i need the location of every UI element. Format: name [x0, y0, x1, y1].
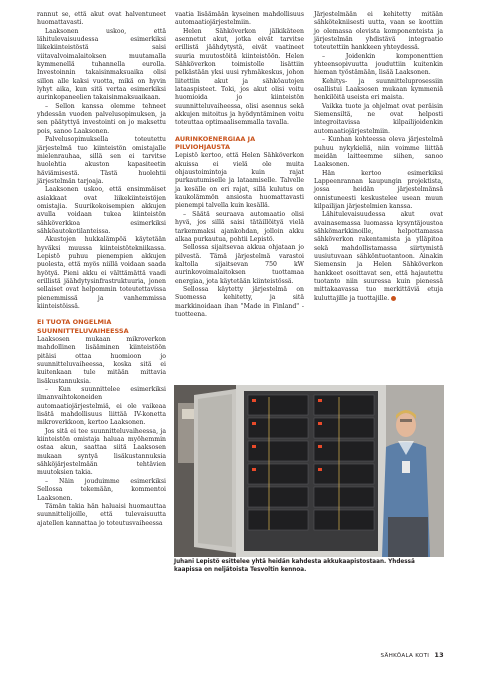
paragraph: vaatia lisäämään kyseinen mahdollisuus automaatiojärjestelmiin. [175, 11, 304, 27]
paragraph: – Kun suunnittelee esimerkiksi ilmanvaihtokoneiden automaatiojärjestelmiä, ei ole vaikeaa lisätä mahdollisuus liittää IV-konetta mikroverkkoon, kertoo Laaksonen. [37, 386, 166, 427]
article-photo [174, 385, 444, 557]
paragraph: – Sellon kanssa olemme tehneet yhdessän vuoden palvelusopimuksen, ja sen päätyttyä investointi on jo maksettu pois, sanoo Laaksonen. [37, 102, 166, 135]
paragraph-text: Lähitulevaisuudessa akut ovat avainasemassa luomassa kysyntäjoustoa sähkömarkkinoille, helpottamassa sähköverkon rakentamista ja ylläpitoa sekä mahdollistamassa siirtymistä uusiutuvaan sähköntuotantoon. Ainakin Siemensin ja Helen Sähköverkon hankkeet osoittavat sen, että hajautettu tuotanto niin suuressa kuin pienessä mittakaavassa tuo merkittäviä etuja kuluttajille ja tuottajille. [314, 211, 443, 302]
paragraph: Lepistö kertoo, että Helen Sähköverkon akuissa ei vielä ole muita ohjaustoimintoja kuin rajat purkautumiselle ja lataamiselle. Talvelle ja kesälle on eri rajat, sillä kulutus on kaukolämmön ansiosta huomattavasti pienempi talvella kuin kesällä. [175, 152, 304, 210]
paragraph: Kehitys- ja suunnitteluprosessiin osallistui Laaksosen mukaan kymmeniä henkilöitä useista eri maista. [314, 77, 443, 102]
paragraph: – Näin jouduimme esimerkiksi Sellossa tekemään, kommentoi Laaksonen. [37, 477, 166, 502]
paragraph: Sellossa käytetty järjestelmä on Suomessa kehitetty, ja sitä markkinoidaan ihan "Made in Finland" -tuotteena. [175, 285, 304, 318]
paragraph: Akustojen hukkalämpöä käytetään hyväksi muussa kiinteistötekniikassa. Lepistö puhuu pienempien akkujen puolesta, että myös niillä voidaan saada hyötyä. Pieni akku ei välttämättä vaadi erillistä jäähdytysinfrastruktuuria, jonen sellaiset ovat helpommin toteutettavissa pienemmissä ja vanhemmissa kiinteistöissä. [37, 236, 166, 311]
page-number: 13 [434, 651, 444, 659]
article-column-1 [37, 11, 166, 528]
section-heading: AURINKOENERGIAA JA PILVIOHJAUSTA [175, 134, 256, 152]
paragraph: Tämän takia hän haluaisi huomauttaa suunnittelijoille, että tulevaisuutta ajatellen kannattaa jo toteutusvaiheessa [37, 502, 166, 527]
paragraph: – Kunhan kohteessa oleva järjestelmä puhuu nykykieliä, niin voimme liittää meidän laitteemme siihen, sanoo Laaksonen. [314, 136, 443, 169]
paragraph: Järjestelmään ei kehitetty mitään sähkötekniisesti uutta, vaan se koottiin jo olemassa olevista komponenteista ja järjestelmän yhdistävä integraatio toteutettiin hankkeen yhteydessä. [314, 11, 443, 52]
photo-caption: Juhani Lepistö esittelee yhtä heidän kahdesta akkukaapistostaan. Yhdessä kaapissa on neljätoista Tesvoltin kennoa. [174, 559, 415, 573]
article-column-2 [175, 11, 304, 319]
paragraph: Laaksonen uskoo, että ensimmäiset asiakkaat ovat liikekiinteistöjen omistajia. Suurikokoisempien akkujen avulla voidaan tukea kiinteistön sähköverkkoa esimerkiksi sähköautokotilanteissa. [37, 186, 166, 235]
paragraph: Vaikka tuote ja ohjelmat ovat peräisin Siemensiltä, ne ovat helposti integroitavissa kilpailijoidenkin automaatiojärjestelmiin. [314, 102, 443, 135]
magazine-name: SÄHKÖALA KOTI [380, 653, 430, 659]
paragraph: Laaksosen mukaan mikroverkon mahdollinen lisääminen kiinteistöön pitäisi ottaa huomioon jo suunnitteluvaiheessa, koska sitä ei kuitenkaan tule mitään mittavia lisäkustannuksia. [37, 335, 166, 385]
paragraph: Sellossa sijaitsevaa akkua ohjataan jo pilvestä. Tämä järjestelmä varastoi kaltolla sijaitsevan 750 kW aurinkovoimalaitoksen tuottamaa energiaa, jota käytetään kiinteistössä. [175, 244, 304, 285]
end-of-article-icon [391, 296, 396, 301]
article-column-3 [314, 11, 443, 303]
paragraph [314, 211, 443, 303]
paragraph: – Joidenkin komponenttien yhteensopivuutta jouduttiin kuitenkin hieman työstämään, lisää Laaksonen. [314, 52, 443, 77]
paragraph: Hän kertoo esimerkiksi Lappeenrannan kaupungin projektista, jossa heidän järjestelmänsä onnistuneesti keskustelee usean muun kilpailijan järjestelmien kanssa. [314, 169, 443, 210]
paragraph: Laaksonen uskoo, että lähitulevaisuudessa esimerkiksi liikekiinteistöstä saisi viitavalvoimalaitoksen muutamalla kymmenellä tuhannella eurolla. Investoinnin takaisinmaksuaika olisi sillon alle kaksi vuotta, mikä on hyvin lyhyt aika, kun sitä vertaa esimerkiksi aurinkopaneelien takaisinmaksuaikaan. [37, 27, 166, 102]
page-footer [381, 651, 445, 659]
paragraph: rannut se, että akut ovat halventuneet huomattavasti. [37, 11, 166, 27]
paragraph: – Säätä seuraava automaatio olisi hyvä, jos sillä saisi tätäillöityä vielä tarkemmaksi ajankohdan, jolloin akku alkaa purkautua, pohtii Lepistö. [175, 210, 304, 243]
paragraph: Palvelusopimuksella toteutettu järjestelmä tuo kiinteistön omistajalle mielenrauhaa, sillä sen ei tarvitse huolehtia akuston kapasiteetin häviämisestä. Tästä huolehtii järjestelmän tarjoaja. [37, 136, 166, 185]
paragraph: Jos sitä ei tee suunnitteluvaiheessa, ja kiinteistön omistaja haluaa myöhemmin ostaa akun, saattaa siitä Laaksosen mukaan syntyä lisäkustannuksia sähköjärjestelmään tehtävien muutoksien takia. [37, 427, 166, 477]
paragraph: Helen Sähköverkon jälkikäteen asennetut akut, jotka eivät tarvitse erillistä jäähdytystä, eivät vaatineet suuria muutostöitä kiinteistöön. Helen Sähköverkon toimistolle lisättiin pelkästään yksi uusi ryhmäkeskus, johon liitettiin akut ja sähköautojen lataaspisteet. Toki, jos akut olisi voitu huomioida jo kiinteistön suunnitteluvaiheessa, olisi asennus sekä akkujen mitoitus ja hyödyntäminen voitu toteuttaa optimaalisemmalla tavalla. [175, 27, 304, 127]
section-heading: EI TUOTA ONGELMIA SUUNNITTELUVAIHEESSA [37, 318, 129, 335]
